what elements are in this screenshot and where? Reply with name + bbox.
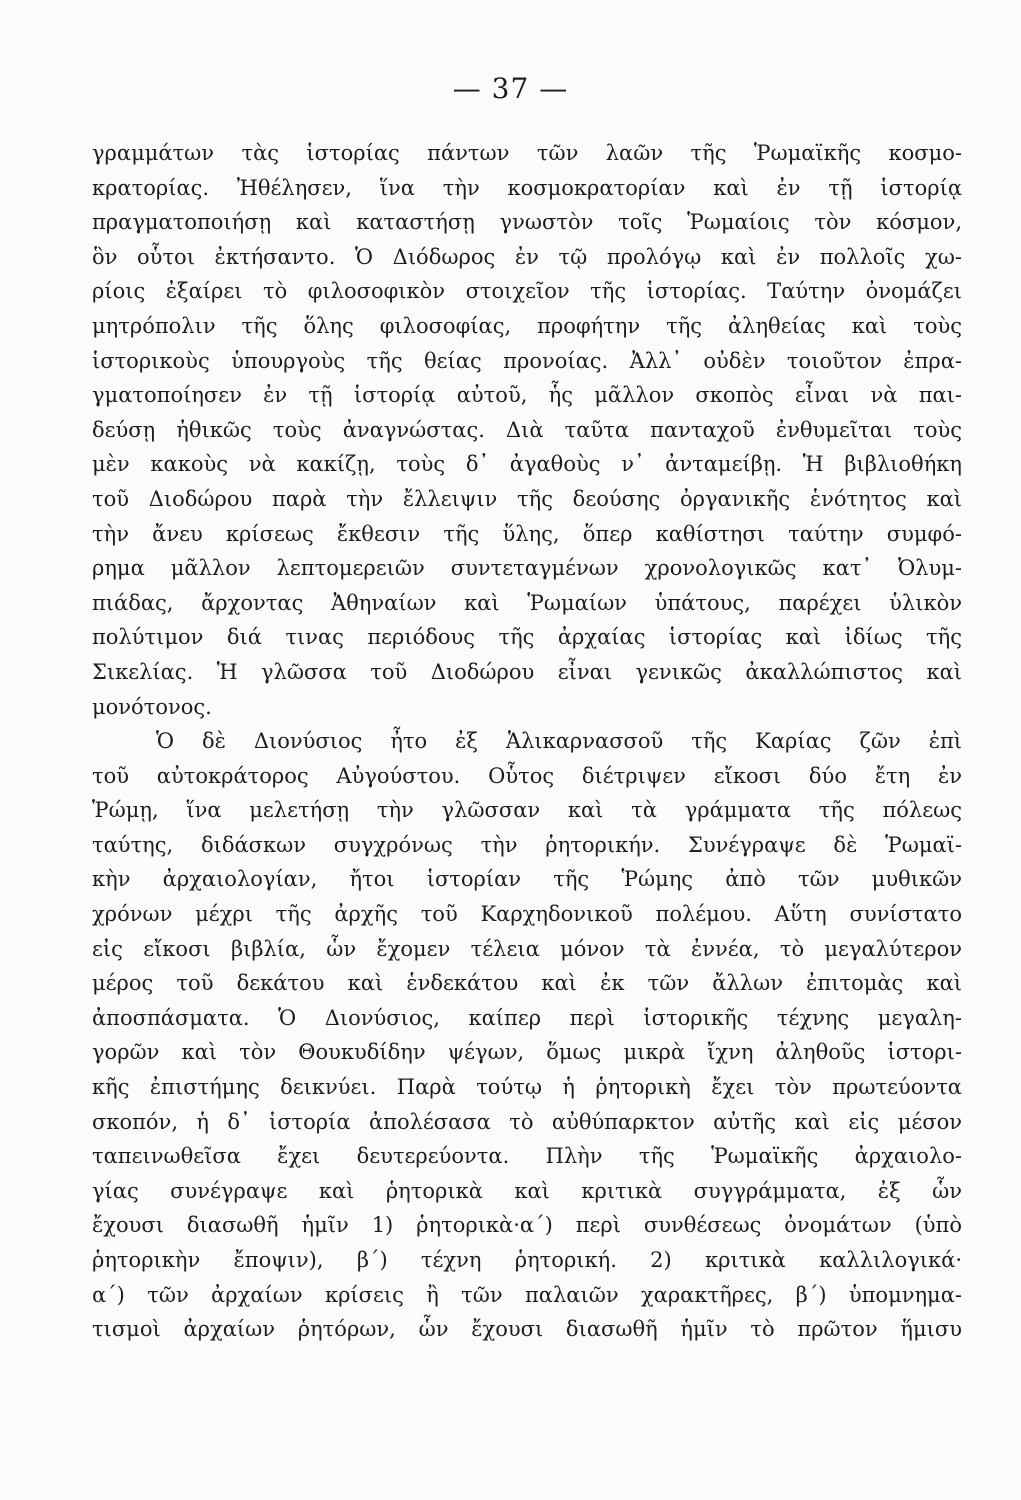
text-line: τὴν ἄνευ κρίσεως ἔκθεσιν τῆς ὕλης, ὅπερ καθίστησι ταύτην συμφό- — [92, 521, 962, 546]
text-line: ρημα μᾶλλον λεπτομερειῶν συντεταγμένων χρονολογικῶς κατ᾽ Ὀλυμ- — [92, 556, 962, 581]
text-line: χρόνων μέχρι τῆς ἀρχῆς τοῦ Καρχηδονικοῦ πολέμου. Αὕτη συνίστατο — [92, 902, 962, 927]
text-line: Ῥώμῃ, ἵνα μελετήσῃ τὴν γλῶσσαν καὶ τὰ γράμματα τῆς πόλεως — [92, 798, 962, 823]
text-line: ταύτης, διδάσκων συγχρόνως τὴν ῥητορικήν. Συνέγραψε δὲ Ῥωμαϊ- — [92, 832, 962, 857]
text-line: γραμμάτων τὰς ἱστορίας πάντων τῶν λαῶν τῆς Ῥωμαϊκῆς κοσμο- — [92, 141, 962, 165]
text-line: γματοποίησεν ἐν τῇ ἱστορίᾳ αὐτοῦ, ἧς μᾶλλον σκοπὸς εἶναι νὰ παι- — [92, 383, 962, 408]
text-line: τοῦ Διοδώρου παρὰ τὴν ἔλλειψιν τῆς δεούσης ὀργανικῆς ἑνότητος καὶ — [92, 486, 962, 511]
text-line: πιάδας, ἄρχοντας Ἀθηναίων καὶ Ῥωμαίων ὑπάτους, παρέχει ὑλικὸν — [92, 590, 962, 615]
body-text — [92, 136, 962, 1347]
text-line: δεύσῃ ἠθικῶς τοὺς ἀναγνώστας. Διὰ ταῦτα πανταχοῦ ἐνθυμεῖται τοὺς — [92, 417, 962, 442]
page-number: — 37 — — [452, 72, 569, 105]
text-line: πραγματοποιήσῃ καὶ καταστήσῃ γνωστὸν τοῖς Ῥωμαίοις τὸν κόσμον, — [92, 210, 962, 235]
text-line: κρατορίας. Ἠθέλησεν, ἵνα τὴν κοσμοκρατορίαν καὶ ἐν τῇ ἱστορίᾳ — [92, 175, 962, 200]
text-line: Σικελίας. Ἡ γλῶσσα τοῦ Διοδώρου εἶναι γενικῶς ἀκαλλώπιστος καὶ — [92, 659, 962, 684]
text-line: τοῦ αὐτοκράτορος Αὐγούστου. Οὗτος διέτριψεν εἴκοσι δύο ἔτη ἐν — [92, 763, 962, 788]
text-line: γορῶν καὶ τὸν Θουκυδίδην ψέγων, ὅμως μικρὰ ἴχνη ἀληθοῦς ἱστορι- — [92, 1040, 962, 1065]
text-line: ῥητορικὴν ἔποψιν), β´) τέχνη ῥητορική. 2) κριτικὰ καλλιλογικά· — [92, 1248, 962, 1272]
text-line: κὴν ἀρχαιολογίαν, ἤτοι ἱστορίαν τῆς Ῥώμης ἀπὸ τῶν μυθικῶν — [92, 867, 962, 892]
text-line: ρίοις ἐξαίρει τὸ φιλοσοφικὸν στοιχεῖον τῆς ἱστορίας. Ταύτην ὀνομάζει — [92, 279, 962, 304]
text-line: μὲν κακοὺς νὰ κακίζῃ, τοὺς δ᾽ ἀγαθοὺς ν᾽ ἀνταμείβῃ. Ἡ βιβλιοθήκη — [92, 452, 962, 477]
text-line: ταπεινωθεῖσα ἔχει δευτερεύοντα. Πλὴν τῆς Ῥωμαϊκῆς ἀρχαιολο- — [92, 1144, 962, 1169]
text-line: τισμοὶ ἀρχαίων ῥητόρων, ὧν ἔχουσι διασωθῆ ἡμῖν τὸ πρῶτον ἥμισυ — [92, 1317, 962, 1342]
text-line: μητρόπολιν τῆς ὅλης φιλοσοφίας, προφήτην τῆς ἀληθείας καὶ τοὺς — [92, 313, 962, 338]
text-line: ἱστορικοὺς ὑπουργοὺς τῆς θείας προνοίας. Ἀλλ᾽ οὐδὲν τοιοῦτον ἐπρα- — [92, 348, 962, 373]
text-line: γίας συνέγραψε καὶ ῥητορικὰ καὶ κριτικὰ συγγράμματα, ἐξ ὧν — [92, 1178, 962, 1203]
paragraph-start-line: Ὁ δὲ Διονύσιος ἦτο ἐξ Ἁλικαρνασσοῦ τῆς Καρίας ζῶν ἐπὶ — [156, 729, 962, 754]
text-line: σκοπόν, ἡ δ᾽ ἱστορία ἀπολέσασα τὸ αὐθύπαρκτον αὐτῆς καὶ εἰς μέσον — [92, 1109, 962, 1134]
text-line: μέρος τοῦ δεκάτου καὶ ἑνδεκάτου καὶ ἐκ τῶν ἄλλων ἐπιτομὰς καὶ — [92, 971, 962, 996]
text-line: ἀποσπάσματα. Ὁ Διονύσιος, καίπερ περὶ ἱστορικῆς τέχνης μεγαλη- — [92, 1005, 962, 1030]
paragraph-end-line: μονότονος. — [92, 694, 212, 719]
text-line: εἰς εἴκοσι βιβλία, ὧν ἔχομεν τέλεια μόνον τὰ ἐννέα, τὸ μεγαλύτερον — [92, 936, 962, 961]
text-line: ὃν οὗτοι ἐκτήσαντο. Ὁ Διόδωρος ἐν τῷ προλόγῳ καὶ ἐν πολλοῖς χω- — [92, 244, 962, 269]
text-line: ἔχουσι διασωθῆ ἡμῖν 1) ῥητορικὰ·α´) περὶ συνθέσεως ὀνομάτων (ὑπὸ — [92, 1213, 962, 1238]
text-line: κῆς ἐπιστήμης δεικνύει. Παρὰ τούτῳ ἡ ῥητορικὴ ἔχει τὸν πρωτεύοντα — [92, 1075, 962, 1100]
text-line: α´) τῶν ἀρχαίων κρίσεις ἢ τῶν παλαιῶν χαρακτῆρες, β´) ὑπομνημα- — [92, 1282, 962, 1307]
text-line: πολύτιμον διά τινας περιόδους τῆς ἀρχαίας ἱστορίας καὶ ἰδίως τῆς — [92, 625, 962, 650]
